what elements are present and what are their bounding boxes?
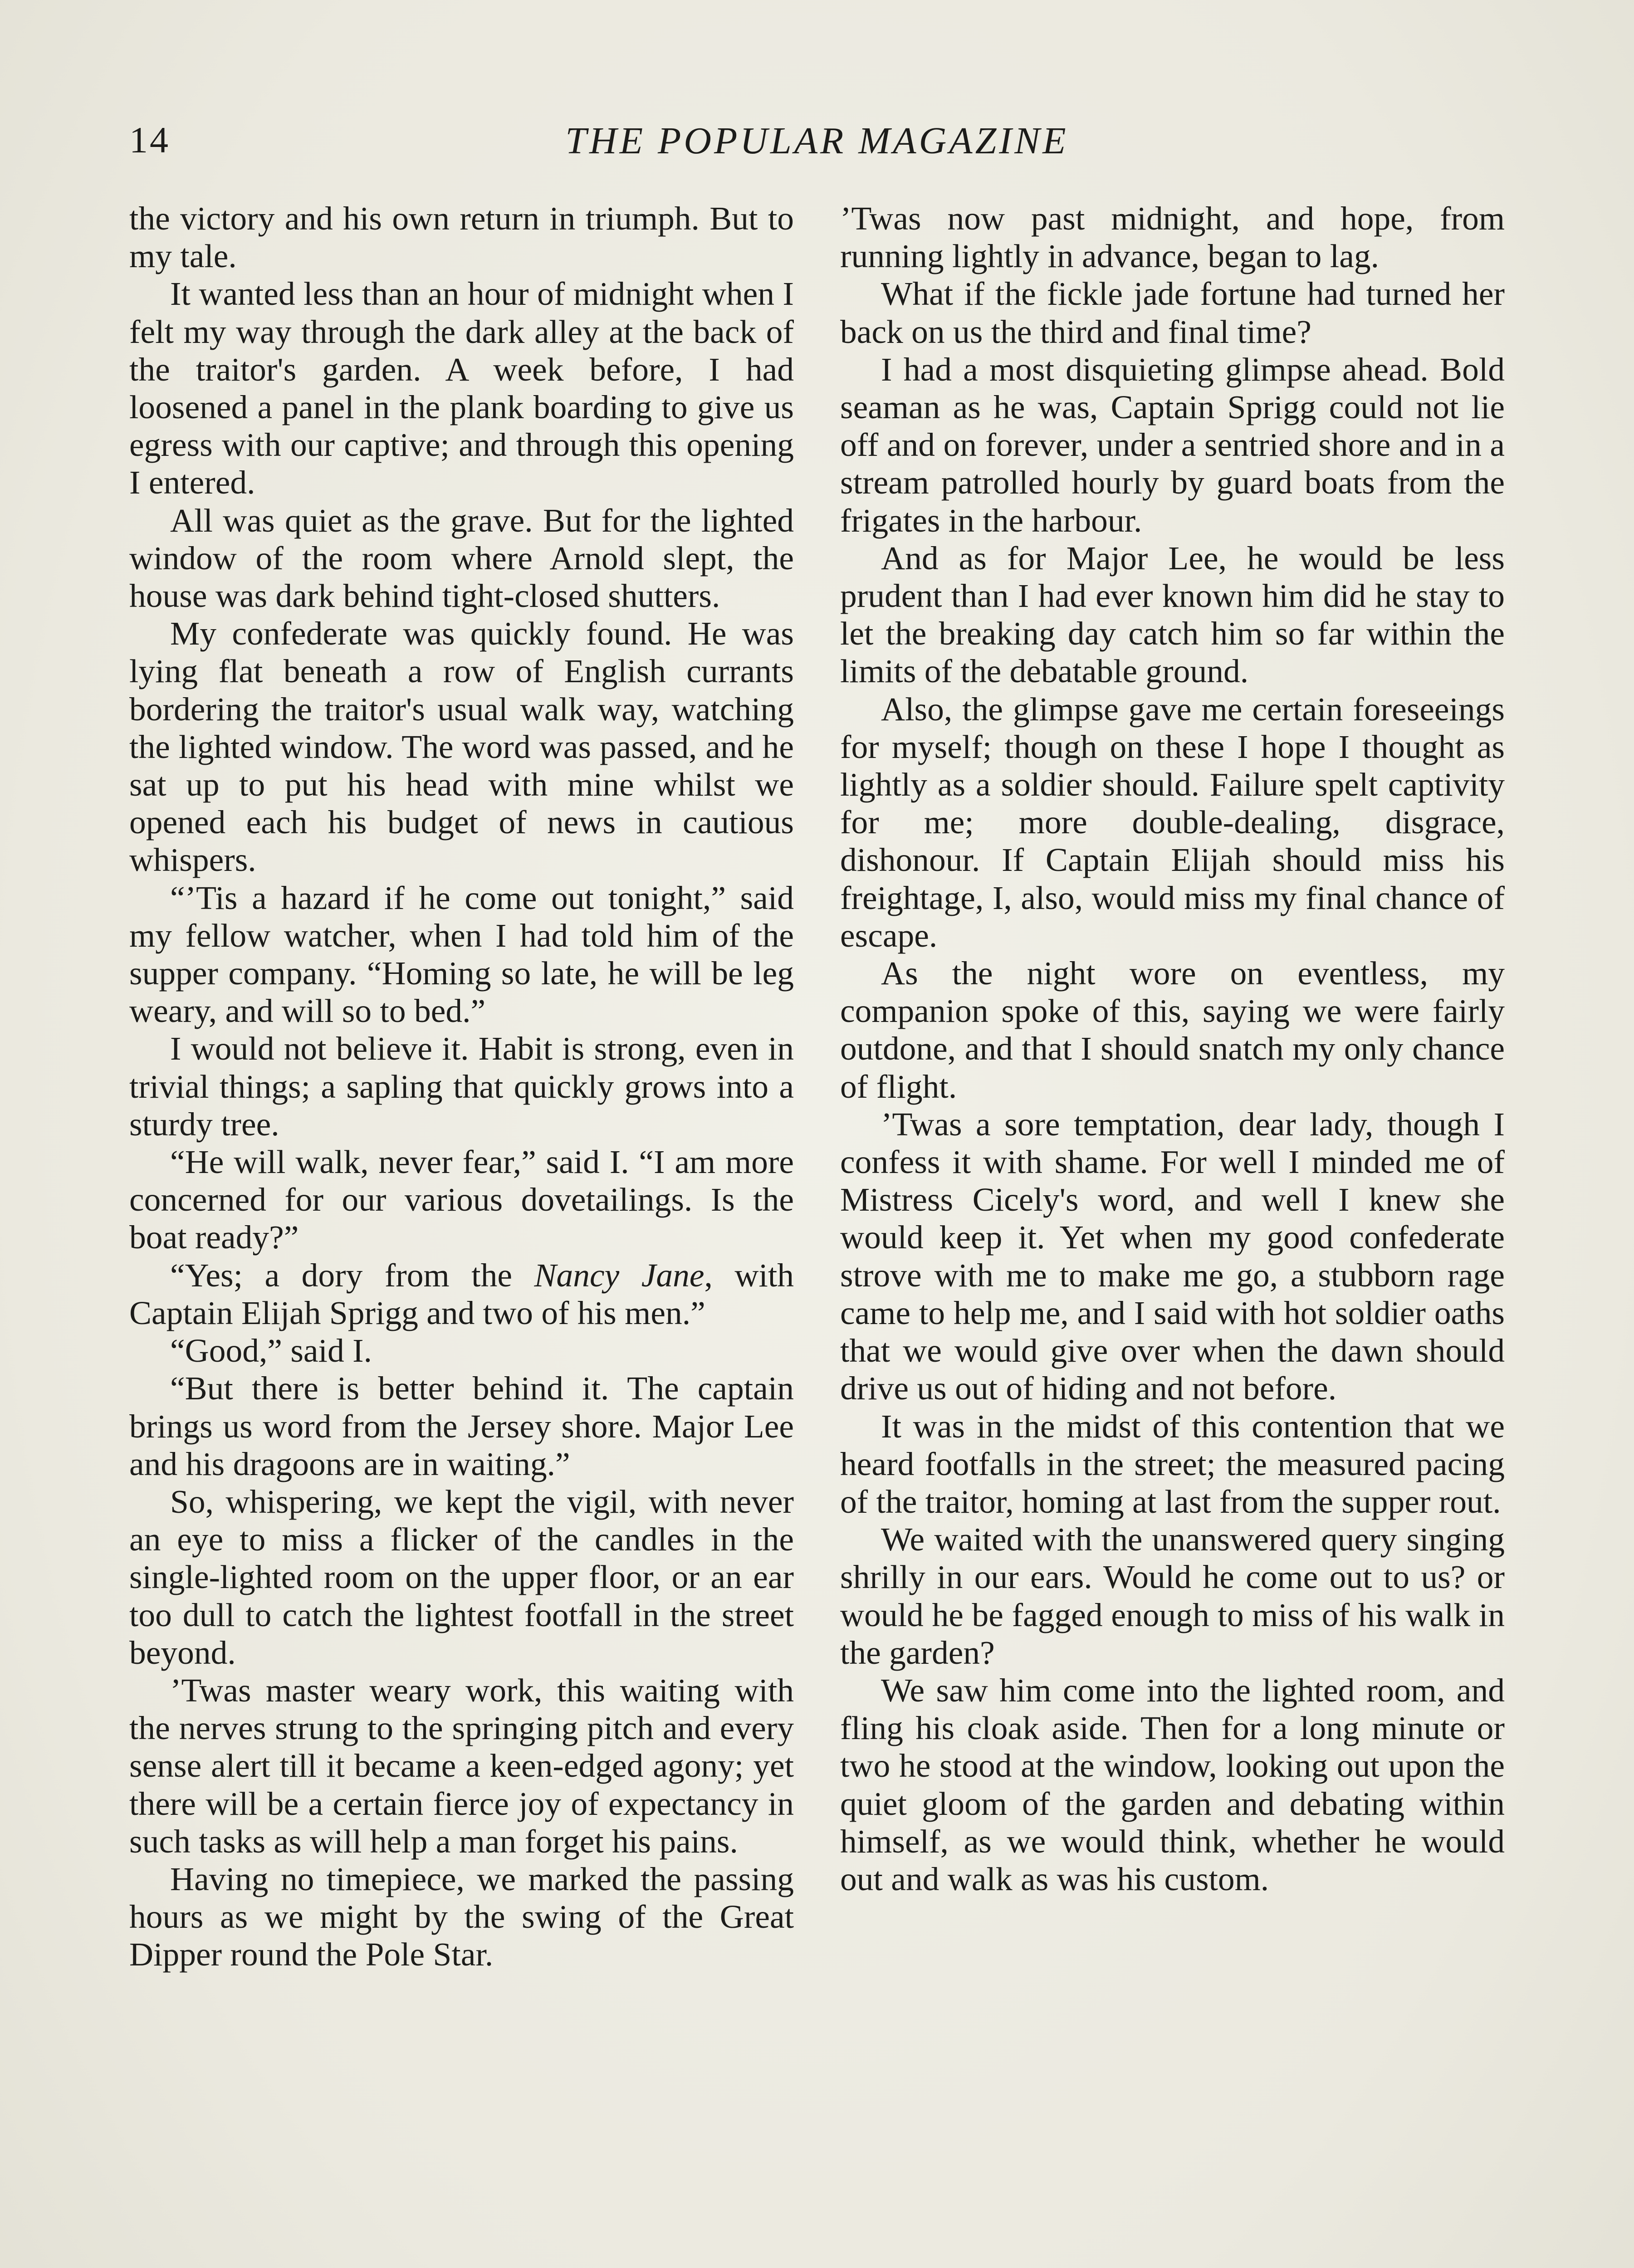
paragraph: We waited with the unanswered query singing shrilly in our ears. Would he come out to us? or would he be fagged enough to miss of his walk in the garden? (840, 1521, 1505, 1671)
paragraph: the victory and his own return in triumph. But to my tale. (129, 200, 794, 275)
left-text-column (129, 200, 794, 1974)
page-number: 14 (129, 119, 170, 161)
paragraph: I had a most disquieting glimpse ahead. Bold seaman as he was, Captain Sprigg could not lie off and on forever, under a sentried shore and in a stream patrolled hourly by guard boats from the frigates in the harbour. (840, 351, 1505, 539)
paragraph: What if the fickle jade fortune had turned her back on us the third and final time? (840, 275, 1505, 350)
paragraph: It wanted less than an hour of midnight when I felt my way through the dark alley at the back of the traitor's garden. A week before, I had loosened a panel in the plank boarding to give us egress with our captive; and through this opening I entered. (129, 275, 794, 501)
paragraph: My confederate was quickly found. He was lying flat beneath a row of English currants bordering the traitor's usual walk way, watching the lighted window. The word was passed, and he sat up to put his head with mine whilst we opened each his budget of news in cautious whispers. (129, 615, 794, 879)
ship-name: Nancy Jane (534, 1256, 704, 1294)
paragraph: ’Twas now past midnight, and hope, from running lightly in advance, began to lag. (840, 200, 1505, 275)
right-text-column (840, 200, 1505, 1898)
paragraph: “He will walk, never fear,” said I. “I am more concerned for our various dovetailings. Is the boat ready?” (129, 1144, 794, 1256)
paragraph: I would not believe it. Habit is strong, even in trivial things; a sapling that quickly grows into a sturdy tree. (129, 1030, 794, 1143)
paragraph: All was quiet as the grave. But for the lighted window of the room where Arnold slept, the house was dark behind tight-closed shutters. (129, 502, 794, 615)
paragraph: “Yes; a dory from the Nancy Jane, with Captain Elijah Sprigg and two of his men.” (129, 1256, 794, 1331)
paragraph: “’Tis a hazard if he come out tonight,” said my fellow watcher, when I had told him of the supper company. “Homing so late, he will be leg weary, and will so to bed.” (129, 879, 794, 1030)
paragraph: So, whispering, we kept the vigil, with never an eye to miss a flicker of the candles in the single-lighted room on the upper floor, or an ear too dull to catch the lightest footfall in the street beyond. (129, 1483, 794, 1671)
page-header (129, 119, 1505, 169)
paragraph: It was in the midst of this contention that we heard footfalls in the street; the measured pacing of the traitor, homing at last from the supper rout. (840, 1408, 1505, 1520)
paragraph: And as for Major Lee, he would be less prudent than I had ever known him did he stay to let the breaking day catch him so far within the limits of the debatable ground. (840, 539, 1505, 690)
paragraph: “But there is better behind it. The captain brings us word from the Jersey shore. Major Lee and his dragoons are in waiting.” (129, 1370, 794, 1482)
paragraph: Having no timepiece, we marked the passing hours as we might by the swing of the Great Dipper round the Pole Star. (129, 1860, 794, 1973)
paragraph: As the night wore on eventless, my companion spoke of this, saying we were fairly outdone, and that I should snatch my only chance of flight. (840, 955, 1505, 1105)
paragraph: “Good,” said I. (170, 1332, 372, 1369)
running-title: THE POPULAR MAGAZINE (565, 120, 1069, 162)
paragraph: ’Twas a sore temptation, dear lady, though I confess it with shame. For well I minded me of Mistress Cicely's word, and well I knew she would keep it. Yet when my good confederate strove with me to make me go, a stubborn rage came to help me, and I said with hot soldier oaths that we would give over when the dawn should drive us out of hiding and not before. (840, 1105, 1505, 1407)
paragraph: We saw him come into the lighted room, and fling his cloak aside. Then for a long minute or two he stood at the window, looking out upon the quiet gloom of the garden and debating within himself, as we would think, whether he would out and walk as was his custom. (840, 1672, 1505, 1897)
paragraph: ’Twas master weary work, this waiting with the nerves strung to the springing pitch and every sense alert till it became a keen-edged agony; yet there will be a certain fierce joy of expectancy in such tasks as will help a man forget his pains. (129, 1672, 794, 1860)
paragraph: Also, the glimpse gave me certain foreseeings for myself; though on these I hope I thought as lightly as a soldier should. Failure spelt captivity for me; more double-dealing, disgrace, dishonour. If Captain Elijah should miss his freightage, I, also, would miss my final chance of escape. (840, 690, 1505, 954)
